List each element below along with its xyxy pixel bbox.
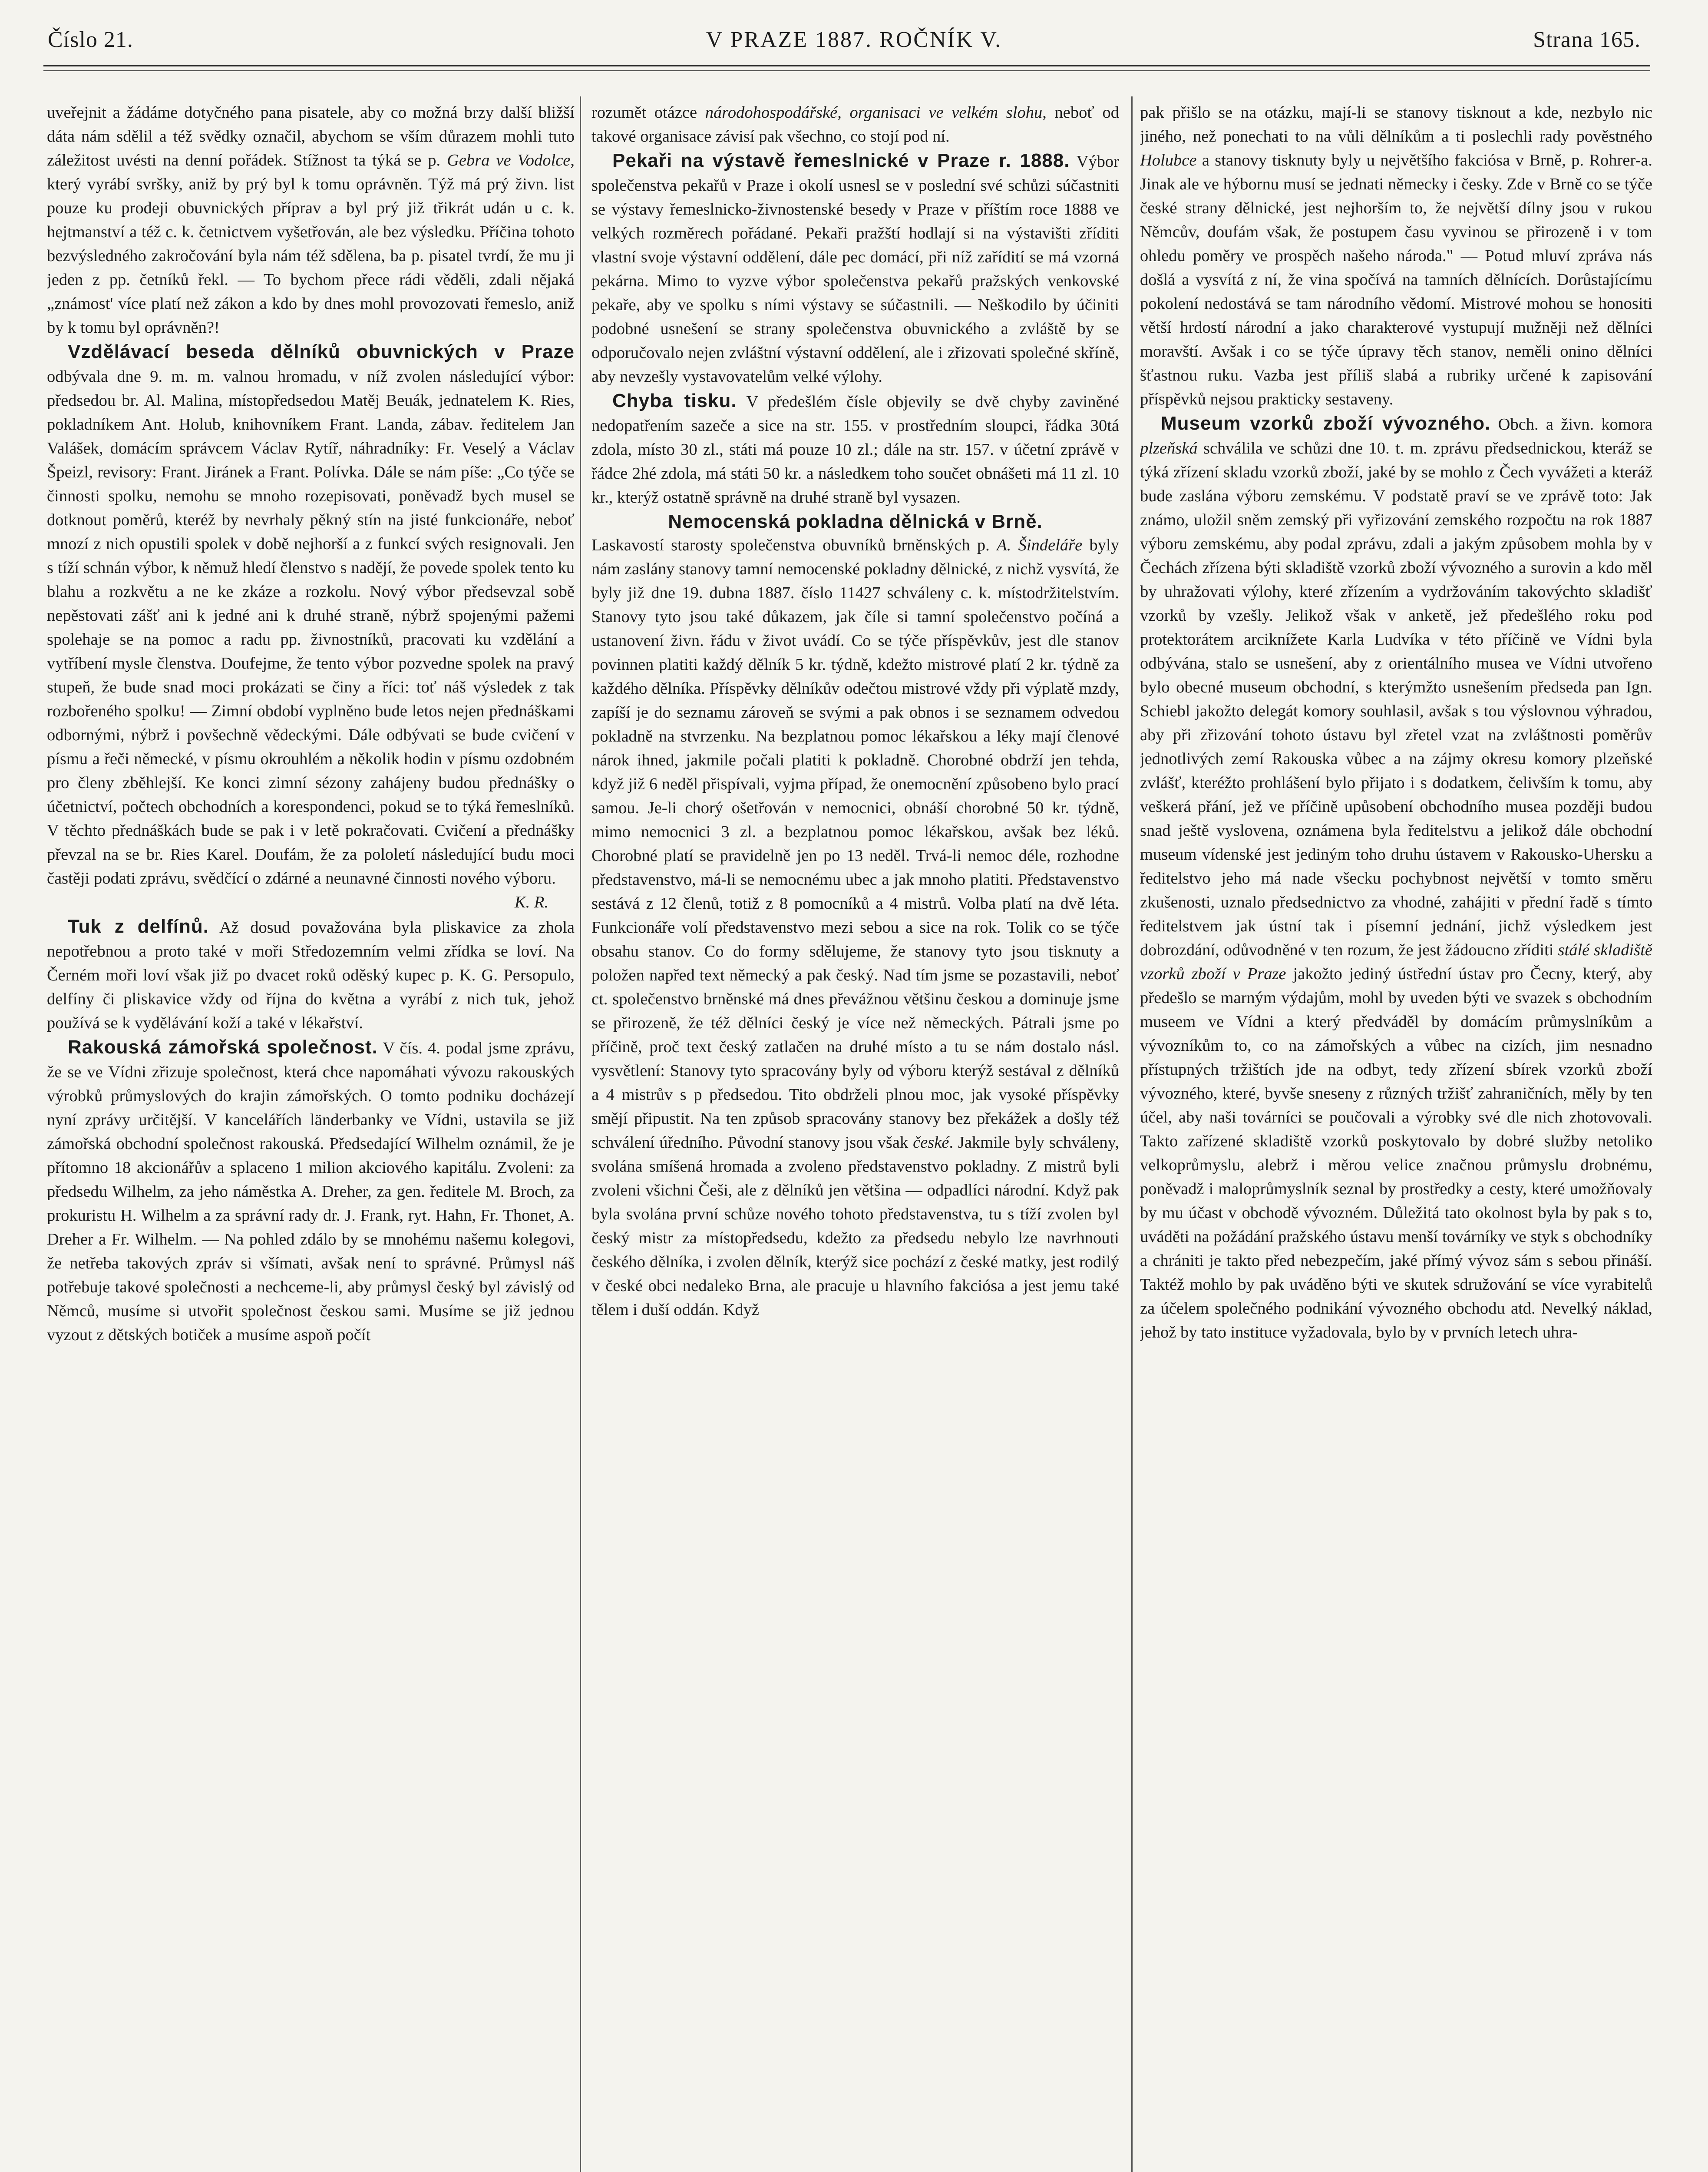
masthead: V PRAZE 1887. ROČNÍK V. (706, 27, 1002, 52)
column-divider (580, 96, 581, 2172)
article-heading: Nemocenská pokladna dělnická v Brně. (668, 511, 1043, 532)
article-heading: Tuk z delfínů. (68, 916, 209, 937)
article-heading: Rakouská zámořská společnost. (68, 1036, 378, 1058)
page-number: Strana 165. (1533, 27, 1641, 52)
article-heading: Museum vzorků zboží vývozného. (1161, 413, 1491, 434)
article-text: Pekaři na výstavě řemeslnické v Praze r. 1888. Výbor společenstva pekařů v Praze i okolí usnesl se v poslední své schůzi súčastniti se výstavy řemeslnicko-živnostenské besedy v Praze v příštím roce 1888 ve velkých rozměrech pořádané. Pekaři pražští hodlají si na výstavišti zříditi vlastní svoje výstavní oddělení, dále pec domácí, při níž zařídití se má vzorná pekárna. Mimo to vyzve výbor společenstva pekařů pražských venkovské pekaře, aby ve spolku s ními výstavy se súčastnili. — Neškodilo by účiniti podobné usnešení se strany společenstva obuvnického a zvláště by se odporučovalo nejen zvláštní výstavní oddělení, ale i zřizovati společné skříně, aby nevzešly vystavovatelům velké výlohy. (591, 150, 1119, 386)
column-2 (591, 101, 1119, 2172)
column-1 (47, 101, 575, 2172)
article-text: Tuk z delfínů. Až dosud považována byla pliskavice za zhola nepotřebnou a proto také v moři Středozemním velmi zřídka se loví. Na Černém moři loví však již po dvacet roků oděský kupec p. K. G. Persopulo, delfíny či pliskavice vždy od října do května a vyrábí z nich tuk, jehož používá se k vydělávání koží a také v lékařství. (47, 916, 575, 1032)
article-text: Rakouská zámořská společnost. V čís. 4. podal jsme zprávu, že se ve Vídni zřizuje společnost, která chce napomáhati vývozu rakouských výrobků průmyslových do krajin zámořských. O tomto podniku docházejí nyní zprávy určitější. V kancelářích länderbanky ve Vídni, ustavila se již zámořská obchodní společnost rakouská. Předsedající Wilhelm oznámil, že je přítomno 18 akcionářův a splaceno 1 milion akciového kapitálu. Zvoleni: za předsedu Wilhelm, za jeho náměstka A. Dreher, za gen. ředitele M. Broch, za prokuristu H. Wilhelm a za správní rady dr. J. Frank, ryt. Hahn, Fr. Thonet, A. Dreher a Fr. Wilhelm. — Na pohled zdálo by se mnohému našemu kolegovi, že netřeba takových zpráv si všímati, avšak není to správné. Průmysl náš potřebuje takové společnosti a nechceme-li, aby průmysl český byl závislý od Němců, musíme si utvořit společnost českou sami. Musíme se již jednou vyzout z dětských botiček a musíme aspoň počít (47, 1036, 575, 1344)
article-text: Museum vzorků zboží vývozného. Obch. a živn. komora plzeňská schválila ve schůzi dne 10. t. m. zprávu předsednickou, kteráž se týká zřízení skladu vzorků zboží, jaké by se mohlo z Čech vyvážeti a kteráž bude zaslána výboru zemskému. V podstatě praví se ve zprávě toto: Jak známo, uložil sněm zemský při vyřizování zemského rozpočtu na rok 1887 výboru zemskému, aby podal zprávu, zdali a jakým způsobem mohla by v Čechách zřízena býti skladiště vzorků zboží vývozného a surovin a kdo měl by uhražovati výlohy, které zřízením a vydržováním takovýchto skladišť vzorků by vzešly. Jelikož však v anketě, jež předešlého roku pod protektorátem arciknížete Karla Ludvíka v této příčině ve Vídni byla odbývána, stalo se usnešení, aby z orientálního musea ve Vídni utvořeno bylo obecné museum obchodní, s kterýmžto usnešením předseda pan Ign. Schiebl jakožto delegát komory souhlasil, avšak s tou výslovnou výhradou, aby při zřizování tohoto ústavu byl zřetel vzat na zvláštnosti poměrův jednotlivých zemí Rakouska vůbec a na zájmy okresu komory plzeňské zvlášť, kteréžto prohlášení bylo přijato i s dodatkem, čelivším k tomu, aby veškerá přání, jež ve příčině upůsobení obchodního musea později budou snad ještě vyslovena, oznámena byla ředitelstvu a jelikož dále obchodní museum vídenské jest jediným toho druhu ústavem v Rakousko-Uhersku a ředitelstvo jeho má nade všecku pochybnost největší v tomto směru zkušenosti, uznalo předsednictvo za vhodné, zahájiti v přední řadě s tímto ředitelstvem jak ústní tak i písemní jednání, jichž výsledkem jest dobrozdání, odůvodněné v ten rozum, že jest žádoucno zříditi stálé skladiště vzorků zboží v Praze jakožto jediný ústřední ústav pro Čecny, který, aby předešlo se marným výdajům, mohl by uveden býti ve svazek s obchodním museem ve Vídni a který předváděl by domácím průmyslníkům a vývozníkům to, co na zámořských a vůbec na cizích, jim nesnadno přístupných tržištích jde na odbyt, tedy zřízení sbírek vzorků zboží vývozného, které, byvše sneseny z různých tržišť zahraničních, měly by ten účel, aby naši továrníci se poučovali a výrobky své dle nich zhotovovali. Takto zařízené skladiště vzorků poskytovalo by dobré služby netoliko velkoprůmyslu, alebrž i měrou velice značnou průmyslu drobnému, poněvadž i maloprůmyslník seznal by prostředky a cesty, které umožňovaly by mu účast v obchodě vývozném. Důležitá tato okolnost byla by pak s to, uváděti na požádání pražského ústavu menší továrníky ve styk s obchodníky a chrániti je takto před nebezpečím, jaké přímý vývoz sám s sebou přináší. Taktéž mohlo by pak uváděno býti ve skutek sdružování se více vyrabitelů za účelem společného podnikání vývozného obchodu atd. Nevelký náklad, jehož by tato instituce vyžadovala, bylo by v prvních letech uhra- (1140, 413, 1652, 1341)
article-text: pak přišlo se na otázku, mají-li se stanovy tisknout a kde, nezbylo nic jiného, než ponechati to na vůli dělníkům a ti poslechli rady pověstného Holubce a stanovy tisknuty byly u největšího fakciósa v Brně, p. Rohrer-a. Jinak ale ve hýbornu musí se jednati německy i česky. Zde v Brně co se týče české strany dělnické, jest nejhorším to, že největší dílny jsou v rukou Němcův, doufám však, že postupem času vyvinou se přirozeně i v tom ohledu poměry ve prospěch našeho národa." — Potud mluví zpráva nás došlá a vysvítá z ní, že vina spočívá na tamních dělnících. Dorůstajícímu pokolení nedostává se tam národního vědomí. Mistrové mohou se honositi větší hrdostí národní a jako charakterové vystupují mužněji než dělníci moravští. Avšak i co se týče úpravy těch stanov, neměli onino dělníci šťastnou ruku. Vazba jest příliš slabá a rubriky určené k zapisování příspěvků nejsou prakticky sestaveny. (1140, 103, 1652, 408)
article-heading: Pekaři na výstavě řemeslnické v Praze r. 1888. (612, 150, 1070, 171)
column-divider (1131, 96, 1133, 2172)
header-rule-thin (43, 70, 1650, 71)
article-text: rozumět otázce národohospodářské, organisaci ve velkém slohu, neboť od takové organisace závisí pak všechno, co stojí pod ní. (591, 103, 1119, 146)
header-rule (43, 65, 1650, 66)
column-3 (1140, 101, 1652, 2172)
article-text: Vzdělávací beseda dělníků obuvnických v Praze odbývala dne 9. m. m. valnou hromadu, v níž zvolen následující výbor: předsedou br. Al. Malina, místopředsedou Matěj Beuák, jednatelem K. Ries, pokladníkem Ant. Holub, knihovníkem Frant. Landa, zábav. ředitelem Jan Valášek, domácím správcem Václav Rytíř, náhradníky: Fr. Veselý a Václav Špeizl, revisory: Frant. Jiránek a Frant. Polívka. Dále se nám píše: „Co týče se činnosti spolku, nemohu se mnoho rozepisovati, poněvadž bych musel se dotknout poměrů, kteréž by nevrhaly pěkný stín na jisté funkcionáře, neboť mnozí z nich opustili spolek v době nejhorší a z funkcí svých resignovali. Jen s tíží schnán výbor, k němuž hledí členstvo s nadějí, že povede spolek tento ku blahu a rozkvětu a ne ke zkáze a rozkolu. Nový výbor předsevzal sobě nepěstovati zášť ani k jedné ani k druhé straně, nýbrž spojenými pažemi spolehaje se na pomoc a radu pp. živnostníků, pracovati ku vzdělání a vytříbení mysle členstva. Doufejme, že tento výbor pozvedne spolek na pravý stupeň, že bude snad moci prokázati se činy a říci: toť náš výsledek z tak rozbořeného spolku! — Zimní období vyplněno bude letos nejen přednáškami odbornými, nýbrž i povšechně vědeckými. Dále odbývati se bude cvičení v písmu a řeči německé, v písmu okrouhlém a několik hodin v písmu ozdobném pro členy zběhlejší. Ke konci zimní sézony zahájeny budou přednášky o účetnictví, počtech obchodních a korespondenci, pokud se to týká řemeslníků. V těchto přednáškách bude se pak i v letě pokračovati. Cvičení a přednášky převzal na se br. Ries Karel. Doufám, že za pololetí následující budu moci častěji podati zprávu, svědčící o zdárné a neunavné činnosti nového výboru. (47, 341, 575, 887)
article-heading: Chyba tisku. (612, 390, 737, 411)
issue-number: Číslo 21. (48, 27, 133, 52)
article-text: Chyba tisku. V předešlém čísle objevily se dvě chyby zaviněné nedopatřením sazeče a sice na str. 155. v prostředním sloupci, řádka 30tá zdola, místo 30 zl., státi má pouze 10 zl.; dále na str. 157. v účetní zprávě v řádce 2hé zdola, má státi 50 kr. a následkem toho součet obnášeti má 11 zl. 10 kr., kterýž ostatně správně na druhé straně byl vysazen. (591, 390, 1119, 507)
article-signature: K. R. (514, 893, 548, 911)
article-text: uveřejnit a žádáme dotyčného pana pisatele, aby co možná brzy další bližší dáta nám sdělil a též svědky označil, abychom se vším důrazem mohli tuto záležitost uvésti na denní pořádek. Stížnost ta týká se p. Gebra ve Vodolce, který vyrábí svršky, aniž by prý byl k tomu oprávněn. Týž má prý živn. list pouze ku prodeji obuvnických příprav a byl prý již třikrát udán u c. k. hejtmanství a též c. k. četnictvem vyšetřován, ale bez výsledku. Příčina tohoto bezvýsledného zakročování byla nám též sdělena, ba p. pisatel tvrdí, že mu ji jeden z pp. četníků řekl. — To bychom přece rádi věděli, zdali nějaká „známost' více platí než zákon a kdo by dnes mohl provozovati řemeslo, aniž by k tomu byl oprávněn?! (47, 103, 575, 337)
article-heading: Vzdělávací beseda dělníků obuvnických v Praze (68, 341, 575, 362)
article-text: Nemocenská pokladna dělnická v Brně. Laskavostí starosty společenstva obuvníků brněnských p. A. Šindeláře byly nám zaslány stanovy tamní nemocenské pokladny dělnické, z nichž vysvítá, že byly již dne 19. dubna 1887. číslo 11427 schváleny c. k. místodržitelstvím. Stanovy tyto jsou také důkazem, jak číle si tamní společenstvo počíná a ustanovení živn. řádu v život uvádí. Co se týče příspěvkův, jest dle stanov povinnen platiti každý dělník 5 kr. týdně, kdežto mistrové platí 2 kr. týdně za každého dělníka. Příspěvky dělníkův odečtou mistrové vždy při výplatě mzdy, zapíší je do seznamu zároveň se svými a pak obnos i se seznamem odvedou pokladně na stvrzenku. Na bezplatnou pomoc lékařskou a léky mají členové nárok ihned, jakmile počali platiti k pokladně. Chorobné obdrží jen tehda, když již 6 neděl přispívali, vyjma případ, že onemocnění způsobeno bylo prací samou. Je-li chorý ošetřován v nemocnici, obnáší chorobné 50 kr. týdně, mimo nemocnici 3 zl. a bezplatnou pomoc lékařskou, avšak bez léků. Chorobné platí se pravidelně jen po 13 neděl. Trvá-li nemoc déle, rozhodne představenstvo, má-li se nemocnému ubec a jak mnoho platiti. Představenstvo sestává z 12 členů, totiž z 8 pomocníků a 4 mistrů. Volba platí na dvě léta. Funkcionáře volí představenstvo mezi sebou a sice na rok. Tolik co se týče obsahu stanov. Co do formy sdělujeme, že stanovy tyto jsou tisknuty a položen napřed text německý a pak český. Nad tím jsme se pozastavili, neboť ct. společenstvo brněnské má dnes převážnou většinu českou a dominuje jsme se přirozeně, že též dělníci český je více než německých. Pátrali jsme po příčině, proč text český zatlačen na druhé místo a tu se nám dostalo násl. vysvětlení: Stanovy tyto spracovány byly od výboru kterýž sestával z dělníků a 4 mistrův s p předsedou. Tito obdrželi plnou moc, jak vysoké příspěvky smějí připustit. Na ten způsob spracovány stanovy bez překážek a došly též schválení úředního. Původní stanovy jsou však české. Jakmile byly schváleny, svolána smíšená hromada a zvoleno představenstvo pokladny. Z mistrů byli zvoleni všichni Češi, ale z dělníků jen většina — odpadlíci národní. Když pak byla svolána první schůze nového tohoto představenstva, tu s tíží zvolen byl český mistr za místopředsedu, kdežto za předsedu nebylo lze navrhnouti českého dělníka, i zvolen dělník, kterýž sice pochází z české matky, jest rodilý v české obci nedaleko Brna, ale pracuje u hlavního fakciósa a jest jemu také tělem i duší oddán. Když (591, 510, 1119, 1322)
